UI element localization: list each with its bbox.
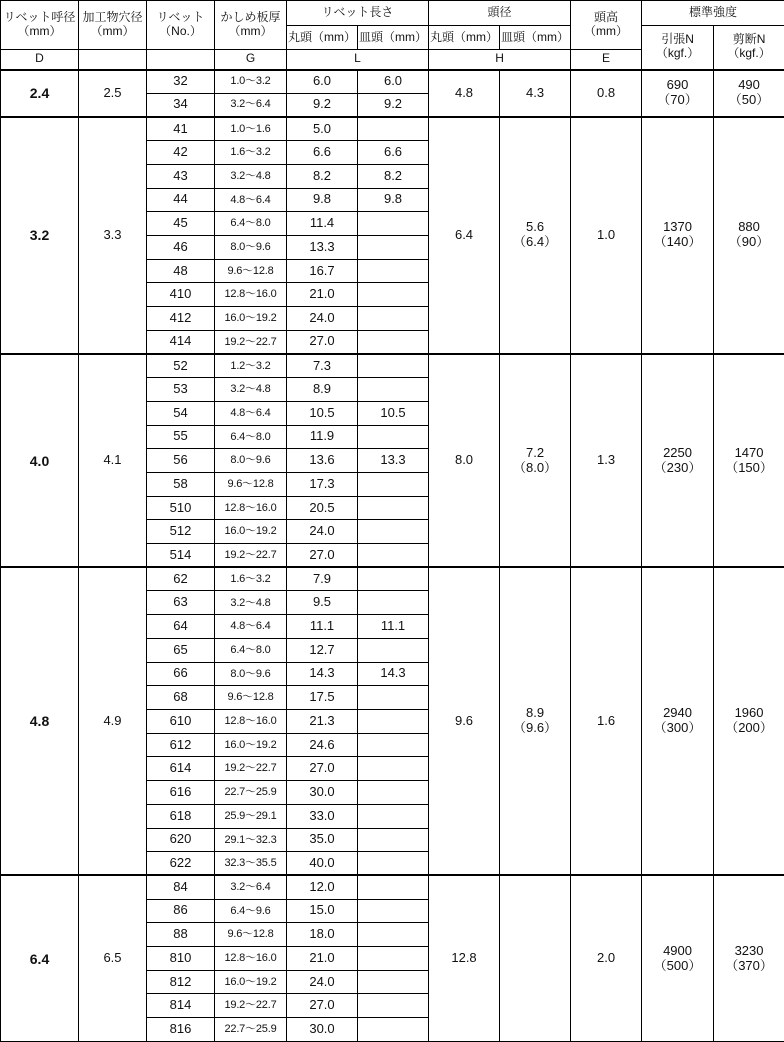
rivet-number: 84: [147, 875, 215, 899]
length-flat: 9.2: [358, 93, 429, 117]
length-flat: [358, 307, 429, 331]
header-rivet-unit: （No.）: [159, 24, 202, 38]
rivet-number: 88: [147, 923, 215, 947]
length-round: 12.7: [287, 638, 358, 662]
rivet-number: 45: [147, 212, 215, 236]
grip-range: 16.0〜19.2: [215, 733, 287, 757]
length-flat: [358, 1018, 429, 1042]
rivet-number: 410: [147, 283, 215, 307]
rivet-number: 34: [147, 93, 215, 117]
grip-range: 1.6〜3.2: [215, 141, 287, 165]
length-round: 11.1: [287, 615, 358, 639]
rivet-number: 610: [147, 709, 215, 733]
rivet-number: 816: [147, 1018, 215, 1042]
hole-diameter: 4.9: [79, 567, 147, 875]
length-flat: [358, 923, 429, 947]
head-dia-round: 4.8: [429, 70, 500, 117]
length-flat: [358, 567, 429, 591]
table-row: [1, 117, 784, 141]
length-flat: [358, 330, 429, 354]
length-round: 17.3: [287, 472, 358, 496]
length-round: 24.0: [287, 520, 358, 544]
grip-range: 1.2〜3.2: [215, 354, 287, 378]
header-d: [1, 1, 79, 50]
length-round: 10.5: [287, 401, 358, 425]
hole-diameter: 6.5: [79, 875, 147, 1041]
header-tensile-unit: （kgf.）: [655, 46, 700, 61]
grip-range: 4.8〜6.4: [215, 401, 287, 425]
length-round: 24.0: [287, 307, 358, 331]
length-flat: [358, 235, 429, 259]
length-flat: 13.3: [358, 449, 429, 473]
grip-range: 3.2〜6.4: [215, 875, 287, 899]
rivet-number: 63: [147, 591, 215, 615]
grip-range: 6.4〜9.6: [215, 899, 287, 923]
rivet-number: 414: [147, 330, 215, 354]
nominal-diameter: 2.4: [1, 70, 79, 117]
header-headh-unit: （mm）: [584, 24, 629, 38]
grip-range: 6.4〜8.0: [215, 212, 287, 236]
rivet-number: 64: [147, 615, 215, 639]
rivet-number: 68: [147, 686, 215, 710]
nominal-diameter: 4.8: [1, 567, 79, 875]
grip-range: 9.6〜12.8: [215, 923, 287, 947]
grip-range: 32.3〜35.5: [215, 852, 287, 876]
rivet-number: 814: [147, 994, 215, 1018]
grip-range: 3.2〜4.8: [215, 164, 287, 188]
length-round: 24.6: [287, 733, 358, 757]
length-round: 33.0: [287, 804, 358, 828]
tensile-strength: 2940 （300）: [642, 567, 714, 875]
head-height: 0.8: [571, 70, 642, 117]
header-length: リベット長さ: [287, 1, 429, 26]
grip-range: 3.2〜4.8: [215, 591, 287, 615]
grip-range: 4.8〜6.4: [215, 615, 287, 639]
rivet-number: 86: [147, 899, 215, 923]
rivet-number: 54: [147, 401, 215, 425]
header-headdia: 頭径: [429, 1, 571, 26]
nominal-diameter: 4.0: [1, 354, 79, 567]
head-dia-flat: 7.2 （8.0）: [500, 354, 571, 567]
rivet-number: 514: [147, 544, 215, 568]
rivet-number: 510: [147, 496, 215, 520]
length-flat: [358, 899, 429, 923]
length-flat: 8.2: [358, 164, 429, 188]
length-flat: 6.6: [358, 141, 429, 165]
length-flat: 10.5: [358, 401, 429, 425]
rivet-number: 620: [147, 828, 215, 852]
length-flat: [358, 804, 429, 828]
length-round: 9.2: [287, 93, 358, 117]
header-d-label: リベット呼径: [3, 10, 76, 25]
rivet-number: 52: [147, 354, 215, 378]
header-rivet-label: リベット: [156, 10, 205, 25]
length-flat: [358, 212, 429, 236]
head-dia-round: 12.8: [429, 875, 500, 1041]
header-shear-unit: （kgf.）: [727, 46, 771, 61]
length-round: 21.0: [287, 947, 358, 971]
table-body: [1, 70, 784, 1042]
header-hole: [79, 1, 147, 50]
length-round: 21.0: [287, 283, 358, 307]
length-flat: [358, 828, 429, 852]
symbol-hole-blank: [79, 50, 147, 70]
grip-range: 9.6〜12.8: [215, 259, 287, 283]
header-hole-label: 加工物穴径: [82, 10, 143, 25]
length-round: 6.6: [287, 141, 358, 165]
grip-range: 22.7〜25.9: [215, 1018, 287, 1042]
rivet-number: 62: [147, 567, 215, 591]
grip-range: 29.1〜32.3: [215, 828, 287, 852]
rivet-number: 622: [147, 852, 215, 876]
header-headh-label: 頭高: [594, 10, 619, 25]
grip-range: 16.0〜19.2: [215, 970, 287, 994]
hole-diameter: 2.5: [79, 70, 147, 117]
length-round: 11.9: [287, 425, 358, 449]
head-dia-flat: 5.6 （6.4）: [500, 117, 571, 354]
rivet-number: 65: [147, 638, 215, 662]
rivet-number: 412: [147, 307, 215, 331]
header-row-1: [1, 1, 784, 26]
header-tensile: [642, 26, 714, 70]
table-row: [1, 567, 784, 591]
length-flat: 14.3: [358, 662, 429, 686]
header-headdia-flat: 皿頭（mm）: [500, 26, 571, 50]
rivet-number: 512: [147, 520, 215, 544]
head-dia-flat: 4.3: [500, 70, 571, 117]
rivet-number: 56: [147, 449, 215, 473]
table-row: [1, 354, 784, 378]
grip-range: 8.0〜9.6: [215, 662, 287, 686]
length-flat: [358, 781, 429, 805]
length-flat: 9.8: [358, 188, 429, 212]
length-flat: [358, 733, 429, 757]
rivet-number: 48: [147, 259, 215, 283]
length-round: 15.0: [287, 899, 358, 923]
length-round: 20.5: [287, 496, 358, 520]
symbol-d: D: [1, 50, 79, 70]
tensile-strength: 4900 （500）: [642, 875, 714, 1041]
head-height: 1.6: [571, 567, 642, 875]
header-rivet: [147, 1, 215, 50]
shear-strength: 1960 （200）: [714, 567, 784, 875]
nominal-diameter: 6.4: [1, 875, 79, 1041]
length-flat: 6.0: [358, 70, 429, 94]
header-grip: [215, 1, 287, 50]
shear-strength: 880 （90）: [714, 117, 784, 354]
grip-range: 3.2〜6.4: [215, 93, 287, 117]
rivet-number: 66: [147, 662, 215, 686]
rivet-number: 41: [147, 117, 215, 141]
rivet-number: 32: [147, 70, 215, 94]
grip-range: 8.0〜9.6: [215, 449, 287, 473]
head-dia-flat: [500, 875, 571, 1041]
length-round: 8.9: [287, 378, 358, 402]
rivet-number: 43: [147, 164, 215, 188]
length-round: 30.0: [287, 1018, 358, 1042]
symbol-h: H: [429, 50, 571, 70]
nominal-diameter: 3.2: [1, 117, 79, 354]
length-round: 21.3: [287, 709, 358, 733]
length-flat: [358, 354, 429, 378]
length-flat: [358, 638, 429, 662]
head-height: 2.0: [571, 875, 642, 1041]
tensile-strength: 2250 （230）: [642, 354, 714, 567]
head-dia-round: 9.6: [429, 567, 500, 875]
grip-range: 6.4〜8.0: [215, 425, 287, 449]
header-d-unit: （mm）: [17, 24, 62, 38]
length-round: 24.0: [287, 970, 358, 994]
length-flat: [358, 709, 429, 733]
length-round: 13.6: [287, 449, 358, 473]
rivet-number: 614: [147, 757, 215, 781]
symbol-rivet-blank: [147, 50, 215, 70]
length-flat: [358, 947, 429, 971]
grip-range: 22.7〜25.9: [215, 781, 287, 805]
length-flat: [358, 378, 429, 402]
head-dia-flat: 8.9 （9.6）: [500, 567, 571, 875]
grip-range: 25.9〜29.1: [215, 804, 287, 828]
tensile-strength: 690 （70）: [642, 70, 714, 117]
table-row: [1, 875, 784, 899]
header-grip-label: かしめ板厚: [220, 10, 281, 25]
hole-diameter: 4.1: [79, 354, 147, 567]
grip-range: 9.6〜12.8: [215, 686, 287, 710]
rivet-number: 58: [147, 472, 215, 496]
grip-range: 16.0〜19.2: [215, 520, 287, 544]
length-flat: 11.1: [358, 615, 429, 639]
rivet-number: 53: [147, 378, 215, 402]
length-flat: [358, 425, 429, 449]
length-round: 13.3: [287, 235, 358, 259]
length-round: 16.7: [287, 259, 358, 283]
length-flat: [358, 472, 429, 496]
grip-range: 8.0〜9.6: [215, 235, 287, 259]
symbol-e: E: [571, 50, 642, 70]
rivet-number: 46: [147, 235, 215, 259]
rivet-number: 616: [147, 781, 215, 805]
length-flat: [358, 875, 429, 899]
length-round: 9.8: [287, 188, 358, 212]
header-shear: [714, 26, 784, 70]
length-flat: [358, 283, 429, 307]
length-round: 35.0: [287, 828, 358, 852]
header-headh: [571, 1, 642, 50]
head-height: 1.0: [571, 117, 642, 354]
grip-range: 12.8〜16.0: [215, 947, 287, 971]
symbol-g: G: [215, 50, 287, 70]
grip-range: 1.6〜3.2: [215, 567, 287, 591]
grip-range: 9.6〜12.8: [215, 472, 287, 496]
rivet-number: 55: [147, 425, 215, 449]
length-round: 9.5: [287, 591, 358, 615]
length-round: 7.3: [287, 354, 358, 378]
symbol-l: L: [287, 50, 429, 70]
shear-strength: 3230 （370）: [714, 875, 784, 1041]
grip-range: 12.8〜16.0: [215, 283, 287, 307]
length-round: 12.0: [287, 875, 358, 899]
tensile-strength: 1370 （140）: [642, 117, 714, 354]
length-round: 27.0: [287, 994, 358, 1018]
length-round: 30.0: [287, 781, 358, 805]
rivet-number: 810: [147, 947, 215, 971]
header-hole-unit: （mm）: [90, 24, 135, 38]
length-round: 27.0: [287, 544, 358, 568]
grip-range: 16.0〜19.2: [215, 307, 287, 331]
grip-range: 19.2〜22.7: [215, 994, 287, 1018]
head-dia-round: 8.0: [429, 354, 500, 567]
length-round: 6.0: [287, 70, 358, 94]
length-round: 18.0: [287, 923, 358, 947]
rivet-number: 618: [147, 804, 215, 828]
shear-strength: 1470 （150）: [714, 354, 784, 567]
length-flat: [358, 994, 429, 1018]
length-round: 7.9: [287, 567, 358, 591]
length-flat: [358, 259, 429, 283]
grip-range: 19.2〜22.7: [215, 544, 287, 568]
rivet-number: 812: [147, 970, 215, 994]
length-flat: [358, 520, 429, 544]
length-round: 27.0: [287, 757, 358, 781]
hole-diameter: 3.3: [79, 117, 147, 354]
grip-range: 3.2〜4.8: [215, 378, 287, 402]
length-round: 17.5: [287, 686, 358, 710]
rivet-number: 612: [147, 733, 215, 757]
header-headdia-round: 丸頭（mm）: [429, 26, 500, 50]
length-flat: [358, 852, 429, 876]
length-round: 8.2: [287, 164, 358, 188]
rivet-number: 42: [147, 141, 215, 165]
rivet-number: 44: [147, 188, 215, 212]
length-round: 14.3: [287, 662, 358, 686]
length-flat: [358, 544, 429, 568]
grip-range: 12.8〜16.0: [215, 709, 287, 733]
header-shear-label: 剪断N: [732, 32, 766, 47]
grip-range: 19.2〜22.7: [215, 757, 287, 781]
shear-strength: 490 （50）: [714, 70, 784, 117]
length-flat: [358, 591, 429, 615]
header-length-round: 丸頭（mm）: [287, 26, 358, 50]
grip-range: 4.8〜6.4: [215, 188, 287, 212]
grip-range: 19.2〜22.7: [215, 330, 287, 354]
length-round: 11.4: [287, 212, 358, 236]
head-dia-round: 6.4: [429, 117, 500, 354]
length-round: 27.0: [287, 330, 358, 354]
header-grip-unit: （mm）: [228, 24, 273, 38]
table-row: [1, 70, 784, 94]
length-flat: [358, 496, 429, 520]
grip-range: 6.4〜8.0: [215, 638, 287, 662]
grip-range: 1.0〜3.2: [215, 70, 287, 94]
grip-range: 1.0〜1.6: [215, 117, 287, 141]
grip-range: 12.8〜16.0: [215, 496, 287, 520]
length-flat: [358, 117, 429, 141]
length-round: 5.0: [287, 117, 358, 141]
header-tensile-label: 引張N: [661, 32, 694, 47]
length-flat: [358, 757, 429, 781]
length-round: 40.0: [287, 852, 358, 876]
header-length-flat: 皿頭（mm）: [358, 26, 429, 50]
length-flat: [358, 686, 429, 710]
head-height: 1.3: [571, 354, 642, 567]
length-flat: [358, 970, 429, 994]
header-strength: 標準強度: [642, 1, 784, 26]
